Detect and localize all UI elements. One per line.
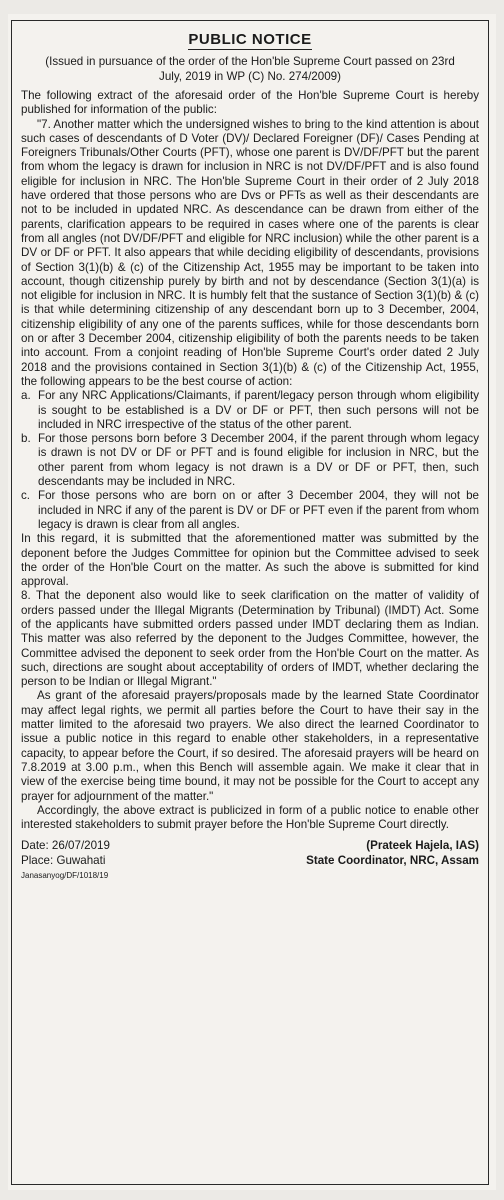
- paragraph-7: "7. Another matter which the undersigned wishes to bring to the kind attention is about such cases of descendants of D Voter (DV)/ Declared Foreigner (DF)/ Cases Pending at Foreigners Tribunals/Other Courts (PFT), whose one parent is DV/DF/PFT but the parent from whom the legacy is drawn for inclusion in NRC is not DV/DF/PFT and is also found eligible for inclusion in NRC. The Hon'ble Supreme Court in their order of 2 July 2018 have ordered that those persons who are Dvs or PFTs as well as their descendants are not to be included in updated NRC. As descendance can be drawn from either of the parents, clarification appears to be required in cases where one of the parents is clear from all angles (not DV/DF/PFT and eligible for NRC inclusion) while the other parent is a DV or DF or PFT. It also appears that while deciding eligibility of descendants, provisions of Section 3(1)(b) & (c) of the Citizenship Act, 1955 may be important to be taken into account, though citizenship purely by birth and not by descendance (Section 3(1)(a) is not eligible for inclusion in NRC. It is humbly felt that the sustance of Section 3(1)(b) & (c) is that while determining citizenship of any descendant born up to 3 December, 2004, citizenship eligibility of any one of the parents suffices, while for those descendants born on or after 3 December 2004, citizenship eligibility of both the parents needs to be taken into account. From a conjoint reading of Hon'ble Supreme Court's order dated 2 July 2018 and the provisions contained in Section 3(1)(b) & (c) of the Citizenship Act, 1955, the following appears to be the best course of action:: [21, 117, 479, 388]
- accordingly-paragraph: Accordingly, the above extract is publicized in form of a public notice to enable other interested stakeholders to submit prayer before the Hon'ble Supreme Court directly.: [21, 803, 479, 832]
- list-item-b: [21, 432, 479, 489]
- signatory-name: (Prateek Hajela, IAS): [366, 839, 479, 853]
- intro-paragraph: The following extract of the aforesaid order of the Hon'ble Supreme Court is hereby published for information of the public:: [21, 89, 479, 117]
- signature-block: [306, 838, 479, 868]
- list-item-text: For any NRC Applications/Claimants, if parent/legacy person through whom eligibility is sought to be established is a DV or DF or PFT, then such persons will not be included in NRC irrespective of the status of the other parent.: [38, 389, 479, 431]
- list-item-text: For those persons born before 3 December 2004, if the parent through whom legacy is drawn is not DV or DF or PFT and is found eligible for inclusion in NRC, but the other parent from whom legacy is not drawn is a DV or DF or PFT, then, such descendants may be included in NRC.: [38, 432, 479, 489]
- signatory-designation: State Coordinator, NRC, Assam: [306, 854, 479, 868]
- notice-frame: [11, 20, 489, 1185]
- list-marker: a.: [21, 389, 31, 403]
- paragraph-8: 8. That the deponent also would like to seek clarification on the matter of validity of orders passed under the Illegal Migrants (Determination by Tribunal) (IMDT) Act. Some of the applicants have submitted orders passed under IMDT declaring them as Indian. This matter was also referred by the deponent to the Judges Committee, however, the Committee advised the deponent to seek order from the Hon'ble Court on the matter. As such, directions are sought about acceptability of orders of IMDT, whether declaring the person to be Indian or Illegal Migrant.": [21, 589, 479, 689]
- notice-footer: [21, 838, 479, 868]
- reference-code: Janasanyog/DF/1018/19: [21, 871, 109, 881]
- list-marker: c.: [21, 489, 31, 503]
- regard-paragraph: In this regard, it is submitted that the aforementioned matter was submitted by the deponent before the Judges Committee for opinion but the Committee advised to seek the order of the Hon'ble Court on the matter. As such the above is submitted for kind approval.: [21, 532, 479, 589]
- list-item-text: For those persons who are born on or after 3 December 2004, they will not be included in NRC if any of the parent is DV or DF or PFT even if the parent from whom legacy is drawn is clear from all angles.: [38, 489, 479, 531]
- notice-body: [21, 89, 479, 832]
- list-item-c: [21, 489, 479, 532]
- notice-place: Place: Guwahati: [21, 854, 106, 868]
- list-marker: b.: [21, 432, 31, 446]
- notice-title: PUBLIC NOTICE: [188, 31, 312, 48]
- grant-paragraph: As grant of the aforesaid prayers/proposals made by the learned State Coordinator may affect legal rights, we permit all parties before the Court to have their say in the matter limited to the aforesaid two prayers. We also direct the learned Coordinator to issue a public notice in this regard to enable other stakeholders, in a representative capacity, to appear before the Court, if so desired. The aforesaid prayers will be heard on 7.8.2019 at 3.00 p.m., when this Bench will assemble again. We make it clear that in view of the exercise being time bound, it may not be possible for the Court to accept any prayer for adjournment of the matter.": [21, 689, 479, 803]
- date-place-block: [21, 838, 110, 868]
- notice-subtitle: (Issued in pursuance of the order of the Hon'ble Supreme Court passed on 23rd July, 2019 in WP (C) No. 274/2009): [45, 55, 455, 83]
- notice-date: Date: 26/07/2019: [21, 839, 110, 853]
- list-item-a: [21, 389, 479, 432]
